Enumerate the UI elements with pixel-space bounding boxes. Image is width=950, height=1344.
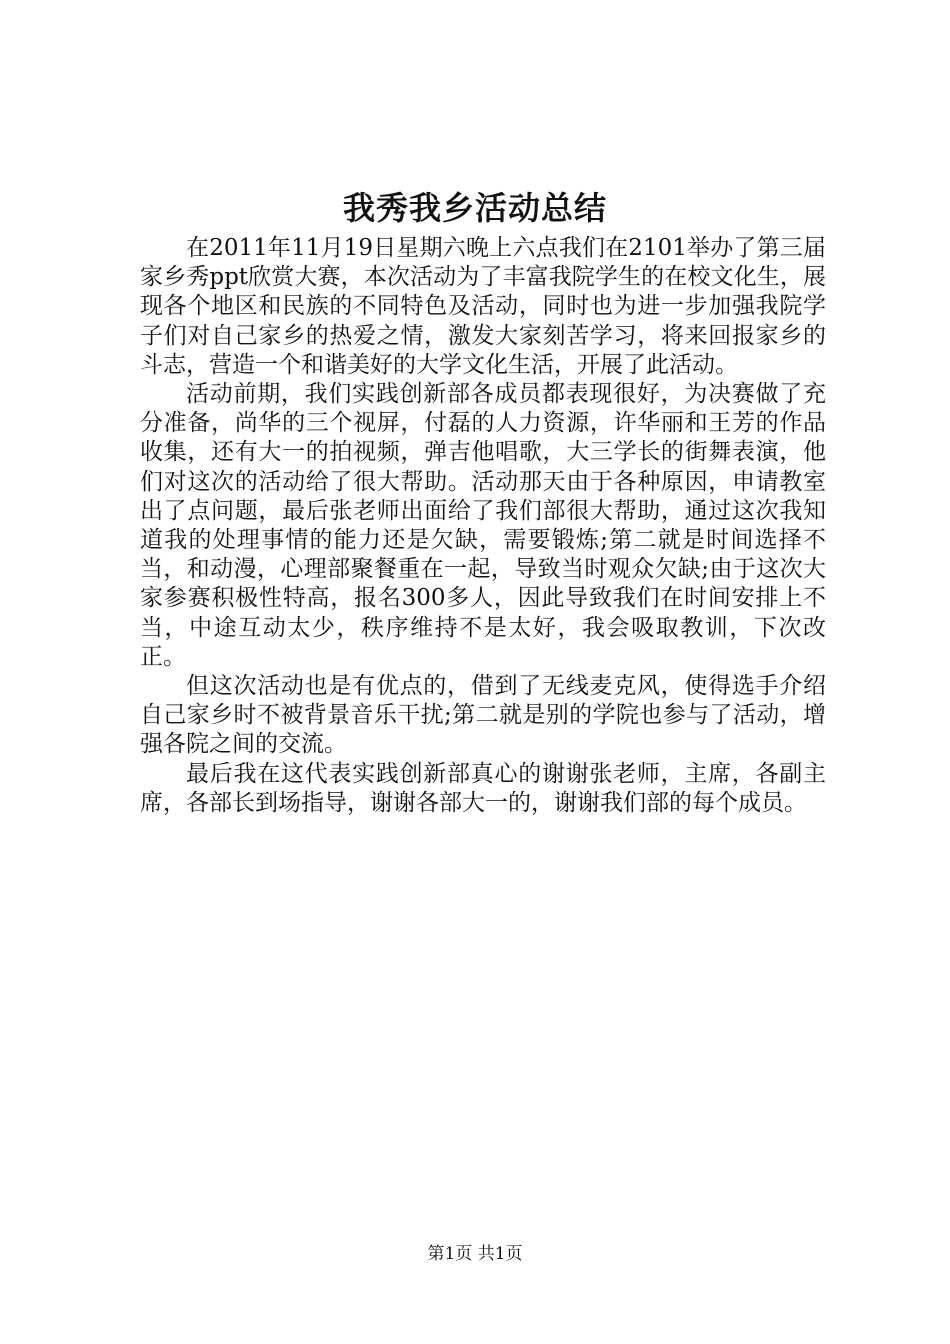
- document-body: [140, 234, 826, 818]
- document-title: 我秀我乡活动总结: [342, 189, 607, 227]
- page-footer: 第1页 共1页: [427, 1244, 523, 1264]
- paragraph-4: 最后我在这代表实践创新部真心的谢谢张老师，主席，各副主席，各部长到场指导，谢谢各部大一的，谢谢我们部的每个成员。: [140, 760, 826, 816]
- paragraph-2: 活动前期，我们实践创新部各成员都表现很好，为决赛做了充分准备，尚华的三个视屏，付磊的人力资源，许华丽和王芳的作品收集，还有大一的拍视频，弹吉他唱歌，大三学长的街舞表演，他们对这次的活动给了很大帮助。活动那天由于各种原因，申请教室出了点问题，最后张老师出面给了我们部很大帮助，通过这次我知道我的处理事情的能力还是欠缺，需要锻炼;第二就是时间选择不当，和动漫，心理部聚餐重在一起，导致当时观众欠缺;由于这次大家参赛积极性特高，报名300多人，因此导致我们在时间安排上不当，中途互动太少，秩序维持不是太好，我会吸取教训，下次改正。: [140, 381, 826, 670]
- paragraph-1: 在2011年11月19日星期六晚上六点我们在2101举办了第三届家乡秀ppt欣赏大赛，本次活动为了丰富我院学生的在校文化生，展现各个地区和民族的不同特色及活动，同时也为进一步加强我院学子们对自己家乡的热爱之情，激发大家刻苦学习，将来回报家乡的斗志，营造一个和谐美好的大学文化生活，开展了此活动。: [140, 235, 826, 378]
- paragraph-3: 但这次活动也是有优点的，借到了无线麦克风，使得选手介绍自己家乡时不被背景音乐干扰;第二就是别的学院也参与了活动，增强各院之间的交流。: [140, 673, 826, 758]
